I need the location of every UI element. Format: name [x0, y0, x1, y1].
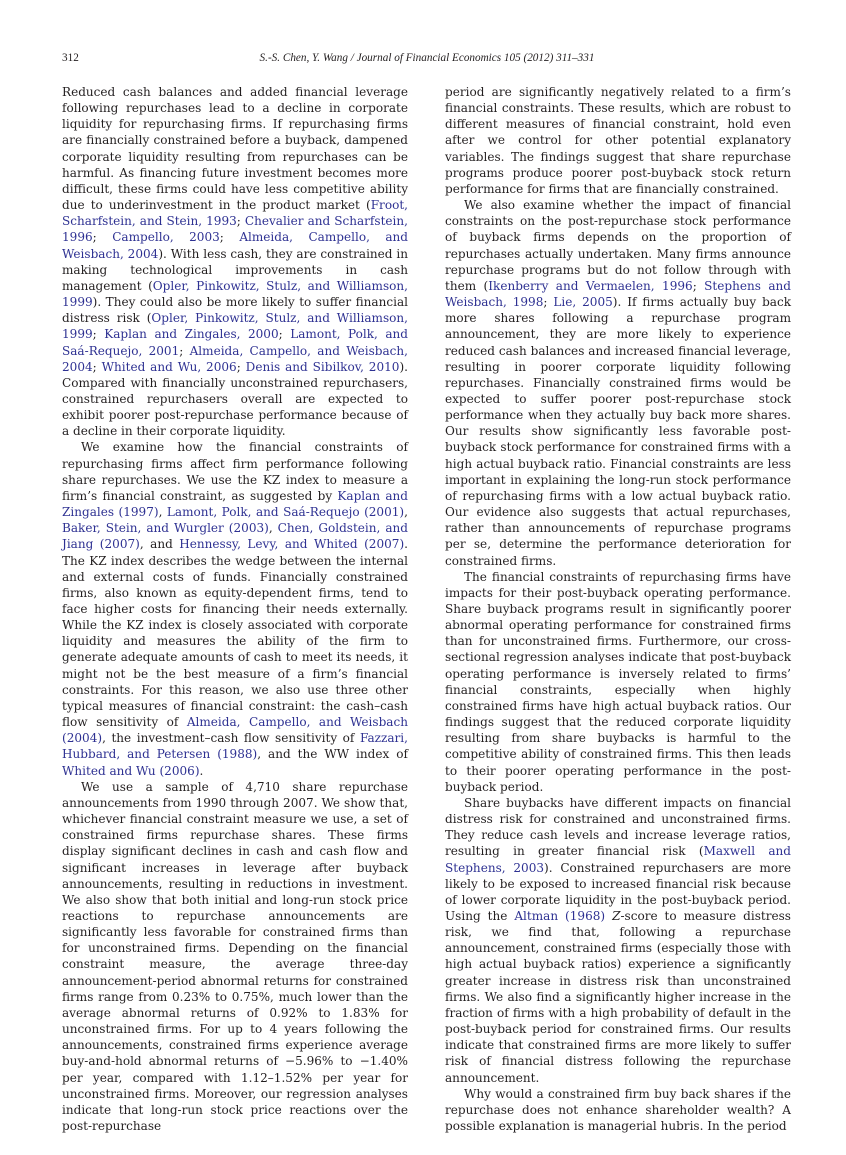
- citation-link[interactable]: Fazzari, Hubbard, and Petersen (1988): [62, 731, 408, 762]
- paragraph: period are significantly negatively related to a firm’s financial constraints. These results, which are robust to different measures of financial constraint, hold even after we control for other potential explanatory variables. The findings suggest that share repurchase programs produce poorer post-buyback stock return performance for firms that are financially constrained.: [445, 85, 791, 196]
- body-text: ). Compared with financially unconstrained repurchasers, constrained repurchasers overall are expected to exhibit poorer post-repurchase performance because of a decline in their corporate liquidity.: [62, 359, 408, 439]
- separator: ;: [278, 327, 291, 342]
- body-text: ). If firms actually buy back more shares following a repurchase program announcement, they are more likely to experience reduced cash balances and increased financial leverage, resulting in poorer corporate liquidity following repurchases. Financially constrained firms would be expected to suffer poorer post-repurchase stock performance when they actually buy back more shares. Our results show significantly less favorable post-buyback stock performance for constrained firms with a high actual buyback ratio. Financial constraints are less important in explaining the long-run stock performance of repurchasing firms with a low actual buyback ratio. Our evidence also suggests that actual repurchases, rather than announcements of repurchase programs per se, determine the performance deterioration for constrained firms.: [445, 295, 792, 568]
- citation-link[interactable]: Ikenberry and Vermaelen, 1996: [488, 278, 693, 293]
- body-text: . The KZ index describes the wedge between the internal and external costs of funds. Financially constrained firms, also known as equity-dependent firms, tend to face higher costs for financing their needs externally. While the KZ index is closely associated with corporate liquidity and measures the ability of the firm to generate adequate amounts of cash to meet its needs, it might not be the best measure of a firm’s financial constraints. For this reason, we also use three other typical measures of financial constraint: the cash–cash flow sensitivity of: [62, 537, 408, 730]
- citation-link[interactable]: Maxwell and Stephens, 2003: [445, 844, 791, 875]
- paragraph: Why would a constrained firm buy back shares if the repurchase does not enhance shareholder wealth? A possible explanation is managerial hubris. In the period: [445, 1086, 791, 1133]
- body-text: Reduced cash balances and added financial leverage following repurchases lead to a decline in corporate liquidity for repurchasing firms. If repurchasing firms are financially constrained before a buyback, dampened corporate liquidity resulting from repurchases can be harmful. As financing future investment becomes more difficult, these firms could have less competitive ability due to underinvestment in the product market (: [62, 85, 408, 213]
- separator: ;: [236, 359, 246, 374]
- citation-link[interactable]: Lie, 2005: [553, 295, 613, 310]
- separator: ,: [268, 521, 278, 536]
- body-text: Share buybacks have different impacts on financial distress risk for constrained and unconstrained firms. They reduce cash levels and increase leverage ratios, resulting in greater financial risk (: [445, 795, 791, 859]
- paragraph: [62, 84, 408, 439]
- citation-link[interactable]: Froot, Scharfstein, and Stein, 1993: [62, 198, 408, 229]
- right-column: [445, 84, 791, 1134]
- body-text: .: [199, 763, 204, 778]
- citation-link[interactable]: Campello, 2003: [112, 230, 220, 245]
- body-text: ). With less cash, they are constrained in making technological improvements in cash management (: [62, 246, 408, 293]
- citation-link[interactable]: Opler, Pinkowitz, Stulz, and Williamson, 1999: [62, 311, 409, 342]
- page-number: 312: [62, 52, 79, 64]
- citation-link[interactable]: Almeida, Campello, and Weisbach, 2004: [62, 230, 409, 261]
- separator: ;: [179, 343, 190, 358]
- left-column: [62, 84, 408, 1134]
- paragraph: [445, 197, 791, 569]
- separator: ;: [219, 230, 240, 245]
- separator: ;: [543, 295, 554, 310]
- z-score-symbol: Z: [612, 908, 621, 923]
- citation-link[interactable]: Denis and Sibilkov, 2010: [245, 359, 400, 374]
- separator: ;: [92, 230, 113, 245]
- running-title: S.-S. Chen, Y. Wang / Journal of Financial Economics 105 (2012) 311–331: [259, 52, 595, 64]
- citation-link[interactable]: Stephens and Weisbach, 1998: [445, 278, 791, 310]
- citation-link[interactable]: Baker, Stein, and Wurgler (2003): [62, 521, 269, 536]
- body-text: , and the WW index of: [257, 747, 408, 762]
- separator: ;: [236, 214, 245, 229]
- citation-link[interactable]: Whited and Wu, 2006: [101, 359, 237, 374]
- citation-link[interactable]: Opler, Pinkowitz, Stulz, and Williamson, 1999: [62, 278, 408, 310]
- body-text: ). They could also be more likely to suffer financial distress risk (: [62, 295, 408, 326]
- page-header: [62, 52, 792, 70]
- separator: ,: [404, 505, 408, 520]
- separator: ;: [92, 327, 105, 342]
- citation-link[interactable]: Kaplan and Zingales, 2000: [104, 327, 279, 342]
- citation-link[interactable]: Chen, Goldstein, and Jiang (2007): [62, 521, 408, 552]
- body-text: , the investment–cash flow sensitivity of: [102, 731, 360, 746]
- citation-link[interactable]: Kaplan and Zingales (1997): [62, 488, 409, 520]
- paragraph: We use a sample of 4,710 share repurchase announcements from 1990 through 2007. We show that, whichever financial constraint measure we use, a set of constrained firms repurchase shares. These firms display significant declines in cash and cash flow and significant increases in leverage after buyback announcements, resulting in reductions in investment. We also show that both initial and long-run stock price reactions to repurchase announcements are significantly less favorable for constrained firms than for unconstrained firms. Depending on the financial constraint measure, the average three-day announcement-period abnormal returns for constrained firms range from 0.23% to 0.75%, much lower than the average abnormal returns of 0.92% to 1.83% for unconstrained firms. For up to 4 years following the announcements, constrained firms experience average buy-and-hold abnormal returns of −5.96% to −1.40% per year, compared with 1.12–1.52% per year for unconstrained firms. Moreover, our regression analyses indicate that long-run stock price reactions over the post-repurchase: [62, 779, 408, 1133]
- body-text: -score to measure distress risk, we find that, following a repurchase announcement, constrained firms (especially those with high actual buyback ratios) experience a significantly greater increase in distress risk than unconstrained firms. We also find a significantly higher increase in the fraction of firms with a high probability of default in the post-buyback period for constrained firms. Our results indicate that constrained firms are more likely to suffer risk of financial distress following the repurchase announcement.: [445, 908, 791, 1085]
- citation-link[interactable]: Lamont, Polk, and Saá-Requejo, 2001: [62, 327, 409, 358]
- citation-link[interactable]: Chevalier and Scharfstein, 1996: [62, 214, 408, 245]
- separator: ;: [92, 359, 102, 374]
- paragraph: [445, 795, 791, 1086]
- separator: , and: [139, 537, 180, 552]
- paragraph: [62, 439, 408, 778]
- separator: ;: [692, 278, 705, 293]
- body-text: We also examine whether the impact of financial constraints on the post-repurchase stock performance of buyback firms depends on the proportion of repurchases actually undertaken. Many firms announce repurchase programs but do not follow through with them (: [445, 198, 791, 293]
- body-text: ). Constrained repurchasers are more likely to be exposed to increased financial risk because of lower corporate liquidity in the post-buyback period. Using the: [445, 860, 791, 923]
- citation-link[interactable]: Lamont, Polk, and Saá-Requejo (2001): [166, 505, 405, 520]
- citation-link[interactable]: Altman (1968): [514, 908, 606, 923]
- citation-link[interactable]: Hennessy, Levy, and Whited (2007): [179, 537, 405, 552]
- citation-link[interactable]: Almeida, Campello, and Weisbach (2004): [62, 715, 408, 746]
- citation-link[interactable]: Whited and Wu (2006): [62, 763, 200, 778]
- citation-link[interactable]: Almeida, Campello, and Weisbach, 2004: [62, 343, 409, 374]
- paragraph: The financial constraints of repurchasing firms have impacts for their post-buyback operating performance. Share buyback programs result in significantly poorer abnormal operating performance for constrained firms than for unconstrained firms. Furthermore, our cross-sectional regression analyses indicate that post-buyback operating performance is inversely related to firms’ financial constraints, especially when highly constrained firms have high actual buyback ratios. Our findings suggest that the reduced corporate liquidity resulting from share buybacks is harmful to the competitive ability of constrained firms. This then leads to their poorer operating performance in the post-buyback period.: [445, 569, 791, 794]
- body-text: We examine how the financial constraints of repurchasing firms affect firm performance following share repurchases. We use the KZ index to measure a firm’s financial constraint, as suggested by: [62, 440, 408, 503]
- separator: ,: [158, 505, 167, 520]
